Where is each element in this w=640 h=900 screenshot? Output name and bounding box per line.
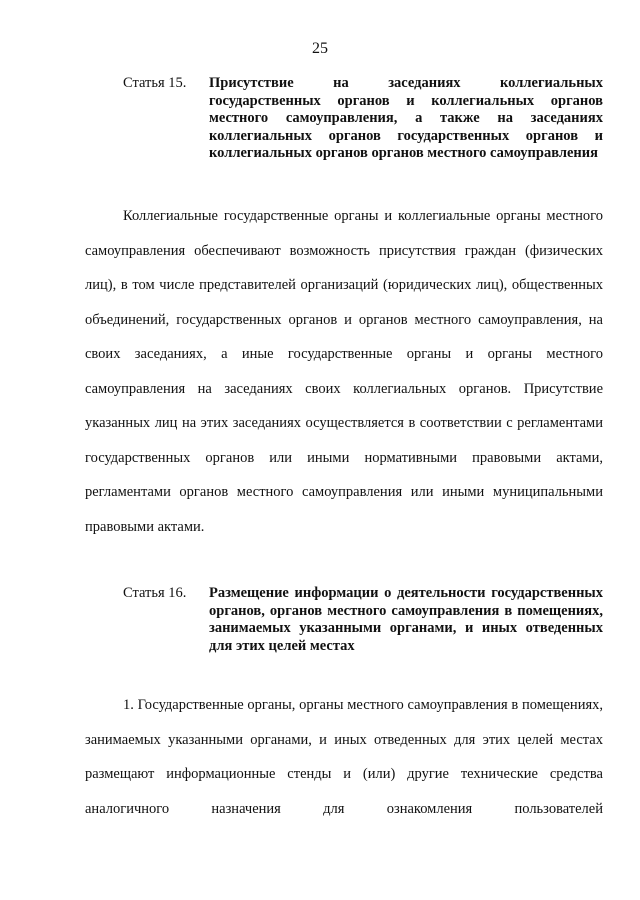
article-15-label: Статья 15. [123, 75, 187, 91]
page-number: 25 [312, 40, 328, 57]
article-15-heading [123, 75, 603, 163]
article-16-heading [123, 585, 603, 655]
article-15-title: Присутствие на заседаниях коллегиальных государственных органов и коллегиальных органов местного самоуправления, а также на заседаниях коллегиальных органов государственных органов и коллегиальных органов органов местного самоуправления [209, 75, 603, 161]
article-16-label: Статья 16. [123, 585, 187, 601]
article-15-paragraph: Коллегиальные государственные органы и коллегиальные органы местного самоуправления обеспечивают возможность присутствия граждан (физических лиц), в том числе представителей организаций (юридических лиц), общественных объединений, государственных органов и органов местного самоуправления, на своих заседаниях, а иные государственные органы и органы местного самоуправления на заседаниях своих коллегиальных органов. Присутствие указанных лиц на этих заседаниях осуществляется в соответствии с регламентами государственных органов или иными нормативными правовыми актами, регламентами органов местного самоуправления или иными муниципальными правовыми актами. [85, 208, 603, 535]
article-16-paragraph: 1. Государственные органы, органы местного самоуправления в помещениях, занимаемых указанными органами, и иных отведенных для этих целей местах размещают информационные стенды и (или) другие технические средства аналогичного назначения для ознакомления пользователей [85, 697, 603, 817]
article-16-title: Размещение информации о деятельности государственных органов, органов местного самоуправления в помещениях, занимаемых указанными органами, и иных отведенных для этих целей местах [209, 585, 603, 654]
